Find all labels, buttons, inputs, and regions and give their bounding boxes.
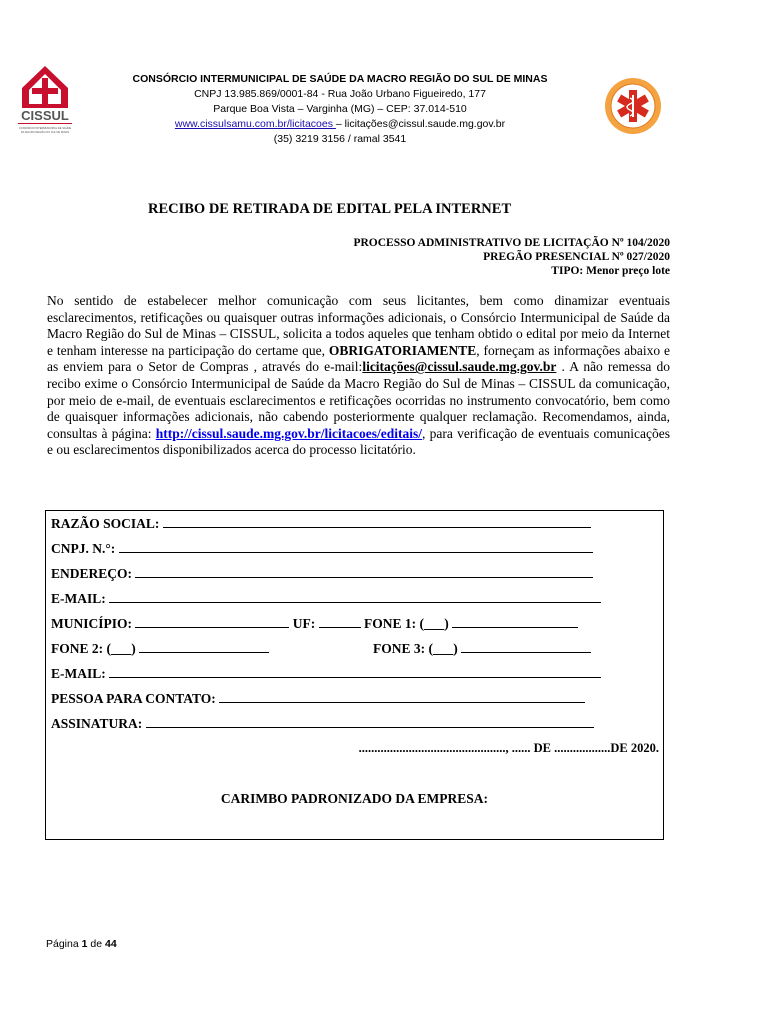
header-email: – licitações@cissul.saude.mg.gov.br (335, 118, 506, 130)
paragraph-part3: . A não remessa do recibo exime o Consórcio Intermunicipal de Saúde da Macro Região do Sul de Minas – CISSUL da comunicação, por meio de e-mail, de eventuais esclarecimentos e retificações ocorridas no instrumento convocatório, bem como de quaisquer informações adicionais, não cabendo posteriormente qualquer reclamação. Recomendamos, ainda, consultas à página: (47, 359, 670, 441)
paragraph-part2: , forneçam as informações abaixo e as enviem para o Setor de Compras , através do e-mail: (47, 342, 670, 375)
paragraph-part1: No sentido de estabelecer melhor comunicação com seus licitantes, bem como dinamizar eventuais esclarecimentos, retificações ou quaisquer outras informações adicionais, o Consórcio Intermunicipal de Saúde da Macro Região do Sul de Minas – CISSUL, solicita a todos aqueles que tenham obtido o edital por meio da Internet e tenham interesse na participação do certame que, (47, 293, 670, 358)
fone2-field[interactable] (139, 640, 269, 653)
assinatura-field[interactable] (146, 715, 594, 728)
process-number: PROCESSO ADMINISTRATIVO DE LICITAÇÃO Nº 104/2020 (353, 237, 670, 249)
fone1-field[interactable] (452, 615, 578, 628)
receipt-form (45, 510, 664, 840)
fone2-row (51, 640, 269, 657)
cnpj-row (51, 540, 593, 557)
fone2-label: FONE 2: (___) (51, 641, 136, 656)
fone3-label: FONE 3: (___) (373, 641, 458, 656)
purchasing-email: licitações@cissul.saude.mg.gov.br (362, 359, 557, 375)
fone1-label: FONE 1: (___) (364, 616, 449, 631)
assinatura-label: ASSINATURA: (51, 716, 143, 731)
phone: (35) 3219 3156 / ramal 3541 (273, 133, 407, 145)
email1-label: E-MAIL: (51, 591, 106, 606)
razao-social-label: RAZÃO SOCIAL: (51, 516, 160, 531)
contato-label: PESSOA PARA CONTATO: (51, 691, 216, 706)
email1-field[interactable] (109, 590, 601, 603)
municipio-row (51, 615, 578, 632)
svg-text:DA MACRO REGIÃO DO SUL DE MINA: DA MACRO REGIÃO DO SUL DE MINAS (20, 131, 70, 134)
page-total: 44 (104, 938, 117, 950)
uf-field[interactable] (319, 615, 361, 628)
paragraph-emphasis: OBRIGATORIAMENTE (328, 342, 477, 358)
email2-label: E-MAIL: (51, 666, 106, 681)
process-info (353, 236, 670, 278)
company-stamp-label: CARIMBO PADRONIZADO DA EMPRESA: (220, 791, 489, 806)
email2-row (51, 665, 601, 682)
date-line: ..............................................., ...... DE ..................DE 2020. (358, 741, 659, 755)
uf-label: UF: (292, 616, 316, 631)
fone3-field[interactable] (461, 640, 591, 653)
org-name: CONSÓRCIO INTERMUNICIPAL DE SAÚDE DA MACRO REGIÃO DO SUL DE MINAS (132, 73, 548, 85)
city-address: Parque Boa Vista – Varginha (MG) – CEP: 37.014-510 (213, 103, 467, 115)
email2-field[interactable] (109, 665, 601, 678)
cnpj-label: CNPJ. N.°: (51, 541, 116, 556)
razao-social-row (51, 515, 591, 532)
page-number (46, 938, 117, 950)
page-mid: de (87, 938, 105, 950)
endereco-row (51, 565, 593, 582)
contato-field[interactable] (219, 690, 585, 703)
contact-line (110, 117, 570, 132)
contato-row (51, 690, 585, 707)
assinatura-row (51, 715, 594, 732)
tipo-line: TIPO: Menor preço lote (551, 265, 670, 277)
document-title: RECIBO DE RETIRADA DE EDITAL PELA INTERNET (148, 201, 512, 217)
samu-badge-icon (603, 76, 663, 136)
municipio-label: MUNICÍPIO: (51, 616, 132, 631)
paragraph-part4: , para verificação de eventuais comunicações e ou esclarecimentos disponibilizados acerca do processo licitatório. (47, 425, 670, 458)
cissul-logo (14, 64, 76, 136)
cnpj-address: CNPJ 13.985.869/0001-84 - Rua João Urbano Figueiredo, 177 (194, 88, 486, 100)
instructions-paragraph (47, 293, 670, 459)
municipio-field[interactable] (135, 615, 289, 628)
letterhead (110, 72, 570, 147)
page-current: 1 (81, 938, 88, 950)
cnpj-field[interactable] (119, 540, 593, 553)
razao-social-field[interactable] (163, 515, 591, 528)
email1-row (51, 590, 601, 607)
website-link[interactable]: www.cissulsamu.com.br/licitacoes (174, 118, 336, 130)
endereco-field[interactable] (135, 565, 593, 578)
svg-text:CISSUL: CISSUL (21, 108, 69, 123)
svg-text:CONSÓRCIO INTERMUNICIPAL DE SA: CONSÓRCIO INTERMUNICIPAL DE SAÚDE (18, 127, 72, 130)
pregao-number: PREGÃO PRESENCIAL Nº 027/2020 (483, 251, 670, 263)
fone3-row (373, 640, 591, 657)
page-prefix: Página (46, 938, 82, 950)
endereco-label: ENDEREÇO: (51, 566, 133, 581)
editais-link[interactable]: http://cissul.saude.mg.gov.br/licitacoes/editais/ (155, 425, 422, 441)
